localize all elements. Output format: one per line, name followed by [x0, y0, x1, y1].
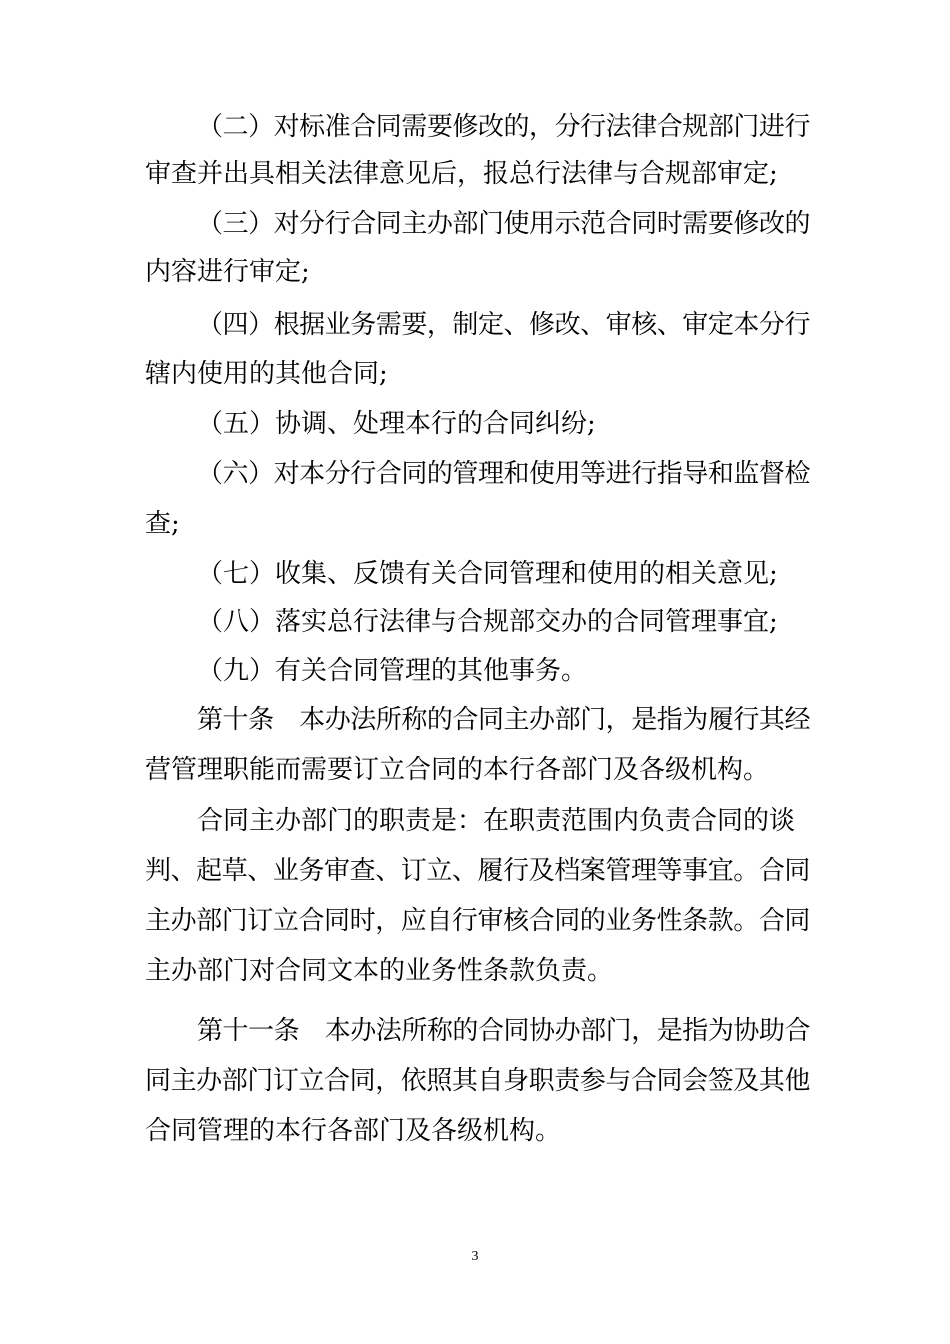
text-line: 合同主办部门的职责是：在职责范围内负责合同的谈: [197, 806, 796, 836]
text-line: （三）对分行合同主办部门使用示范合同时需要修改的: [197, 209, 811, 239]
text-line: （八）落实总行法律与合规部交办的合同管理事宜;: [197, 607, 778, 637]
text-line: 审查并出具相关法律意见后，报总行法律与合规部审定;: [145, 159, 778, 189]
text-line: 第十条 本办法所称的合同主办部门，是指为履行其经: [197, 705, 811, 735]
text-line: 判、起草、业务审查、订立、履行及档案管理等事宜。合同: [145, 856, 811, 886]
text-line: 辖内使用的其他合同;: [145, 359, 388, 389]
text-line: （六）对本分行合同的管理和使用等进行指导和监督检: [197, 459, 811, 489]
text-line: 同主办部门订立合同，依照其自身职责参与合同会签及其他: [145, 1066, 811, 1096]
text-line: （二）对标准合同需要修改的，分行法律合规部门进行: [197, 112, 811, 142]
text-line: （九）有关合同管理的其他事务。: [197, 656, 588, 686]
text-line: 主办部门对合同文本的业务性条款负责。: [145, 956, 614, 986]
text-line: （七）收集、反馈有关合同管理和使用的相关意见;: [197, 559, 778, 589]
page-number: 3: [471, 1249, 479, 1264]
text-line: 第十一条 本办法所称的合同协办部门，是指为协助合: [197, 1016, 811, 1046]
text-line: 营管理职能而需要订立合同的本行各部门及各级机构。: [145, 755, 770, 785]
text-line: 查;: [145, 509, 180, 539]
text-line: 合同管理的本行各部门及各级机构。: [145, 1116, 562, 1146]
text-line: （四）根据业务需要，制定、修改、审核、审定本分行: [197, 310, 811, 340]
text-line: 主办部门订立合同时，应自行审核合同的业务性条款。合同: [145, 906, 811, 936]
text-line: 内容进行审定;: [145, 257, 310, 287]
text-line: （五）协调、处理本行的合同纠纷;: [197, 409, 596, 439]
